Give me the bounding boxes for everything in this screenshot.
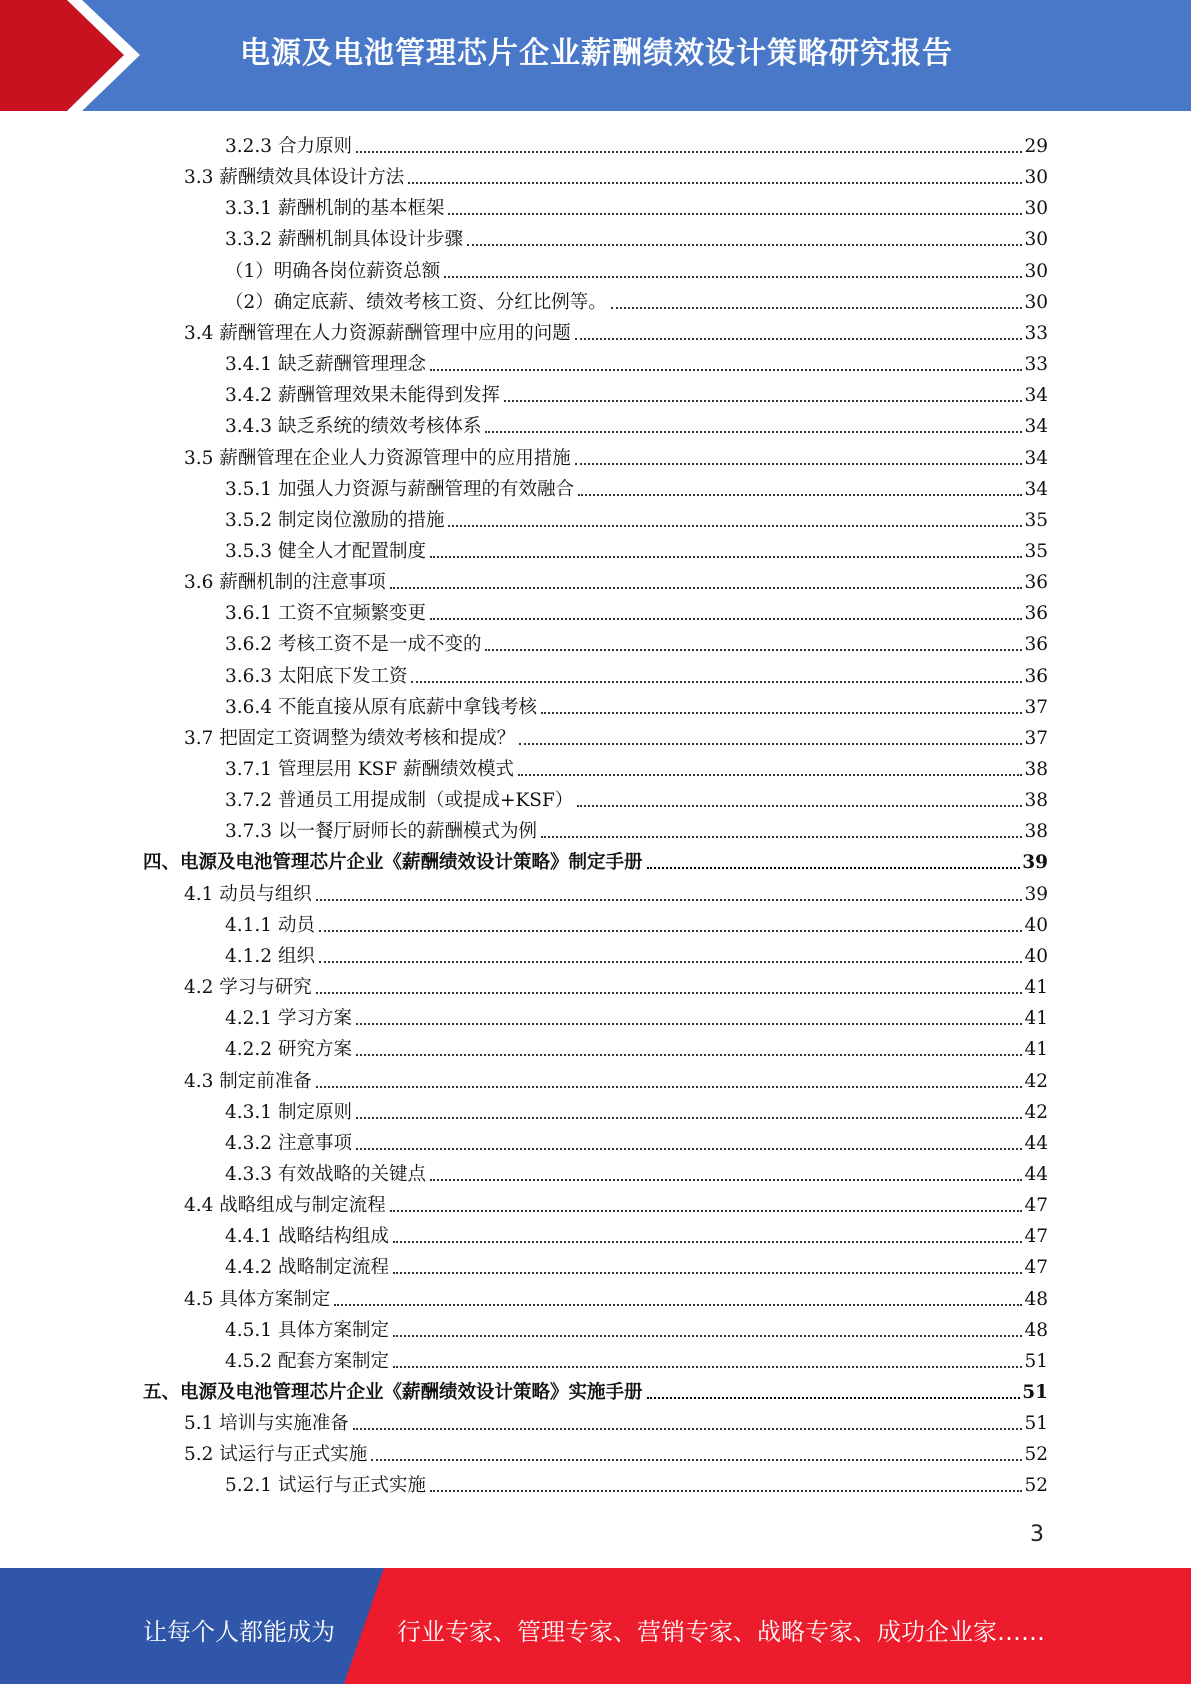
toc-entry[interactable]: [225, 1155, 1048, 1186]
toc-dot-leader: [485, 649, 1022, 651]
toc-entry-page: 36: [1024, 572, 1048, 594]
page-header: [0, 0, 1191, 111]
toc-entry-page: 47: [1024, 1257, 1048, 1279]
toc-dot-leader: [356, 1023, 1023, 1025]
report-title: 电源及电池管理芯片企业薪酬绩效设计策略研究报告: [240, 36, 953, 71]
toc-entry[interactable]: [184, 1435, 1048, 1466]
toc-entry-label: 4.2.1 学习方案: [225, 1008, 352, 1030]
toc-entry[interactable]: [225, 127, 1048, 158]
toc-dot-leader: [444, 276, 1022, 278]
toc-entry-page: 40: [1024, 914, 1048, 936]
toc-dot-leader: [577, 805, 1022, 807]
toc-entry-label: 4.2 学习与研究: [184, 977, 312, 999]
toc-dot-leader: [356, 1054, 1023, 1056]
toc-entry-page: 36: [1024, 634, 1048, 656]
toc-entry[interactable]: [225, 750, 1048, 781]
toc-entry-page: 33: [1024, 322, 1048, 344]
toc-dot-leader: [448, 525, 1022, 527]
toc-entry-page: 36: [1024, 665, 1048, 687]
toc-entry-page: 48: [1024, 1319, 1048, 1341]
toc-entry-page: 41: [1024, 1039, 1048, 1061]
toc-dot-leader: [575, 338, 1023, 340]
toc-entry[interactable]: [225, 625, 1048, 656]
toc-entry[interactable]: [184, 563, 1048, 594]
toc-entry-page: 47: [1024, 1226, 1048, 1248]
toc-entry[interactable]: [225, 345, 1048, 376]
toc-entry-page: 39: [1022, 852, 1048, 874]
toc-entry-page: 36: [1024, 603, 1048, 625]
toc-entry[interactable]: [225, 999, 1048, 1030]
toc-entry-page: 38: [1024, 790, 1048, 812]
header-arrow-decoration: [0, 0, 160, 111]
toc-entry[interactable]: [143, 1373, 1048, 1404]
toc-entry-label: 3.7.1 管理层用 KSF 薪酬绩效模式: [225, 759, 515, 780]
toc-entry-page: 52: [1024, 1444, 1048, 1466]
footer-slogan-right: 行业专家、管理专家、营销专家、战略专家、成功企业家……: [397, 1618, 1045, 1646]
toc-entry-page: 42: [1024, 1070, 1048, 1092]
toc-entry-label: 四、电源及电池管理芯片企业《薪酬绩效设计策略》制定手册: [143, 852, 643, 874]
toc-dot-leader: [334, 1304, 1022, 1306]
toc-dot-leader: [316, 992, 1023, 994]
toc-entry-label: 3.6.4 不能直接从原有底薪中拿钱考核: [225, 696, 537, 718]
toc-entry-label: （2）确定底薪、绩效考核工资、分红比例等。: [225, 291, 607, 313]
toc-entry-page: 29: [1024, 136, 1048, 157]
toc-entry[interactable]: [184, 1062, 1048, 1093]
toc-dot-leader: [430, 556, 1022, 558]
toc-entry-page: 34: [1024, 416, 1048, 438]
toc-entry-label: 3.7 把固定工资调整为绩效考核和提成？: [184, 727, 516, 749]
toc-entry-page: 51: [1022, 1382, 1048, 1403]
toc-dot-leader: [319, 961, 1023, 963]
toc-dot-leader: [411, 681, 1022, 683]
toc-dot-leader: [356, 151, 1023, 153]
toc-entry-label: 3.7.3 以一餐厅厨师长的薪酬模式为例: [225, 821, 537, 843]
toc-dot-leader: [578, 494, 1022, 496]
toc-dot-leader: [319, 930, 1023, 932]
toc-dot-leader: [408, 182, 1022, 184]
toc-entry-label: 4.5 具体方案制定: [184, 1288, 331, 1310]
toc-entry[interactable]: [184, 158, 1048, 189]
toc-entry-page: 33: [1024, 354, 1048, 376]
toc-entry[interactable]: [184, 1404, 1048, 1435]
toc-entry-label: 4.2.2 研究方案: [225, 1039, 352, 1061]
page-number: 3: [1030, 1522, 1044, 1547]
toc-entry-page: 38: [1024, 759, 1048, 780]
toc-entry[interactable]: [184, 1280, 1048, 1311]
toc-entry-label: 3.3 薪酬绩效具体设计方法: [184, 167, 405, 189]
toc-entry[interactable]: [225, 657, 1048, 688]
toc-entry[interactable]: [225, 532, 1048, 563]
toc-dot-leader: [393, 1241, 1022, 1243]
toc-entry[interactable]: [184, 439, 1048, 470]
toc-entry-label: 4.4.2 战略制定流程: [225, 1257, 389, 1279]
toc-entry-label: 3.5 薪酬管理在企业人力资源管理中的应用措施: [184, 447, 571, 469]
toc-dot-leader: [518, 774, 1022, 776]
toc-entry-page: 44: [1024, 1132, 1048, 1154]
toc-dot-leader: [356, 1117, 1023, 1119]
toc-entry[interactable]: [225, 1093, 1048, 1124]
toc-entry-label: 3.2.3 合力原则: [225, 136, 352, 157]
toc-entry-page: 30: [1024, 198, 1048, 220]
toc-entry[interactable]: [225, 283, 1048, 314]
toc-dot-leader: [390, 1210, 1023, 1212]
toc-dot-leader: [316, 899, 1023, 901]
toc-entry-label: 3.6 薪酬机制的注意事项: [184, 572, 386, 594]
toc-entry[interactable]: [225, 688, 1048, 719]
toc-entry-label: 4.3.2 注意事项: [225, 1132, 352, 1154]
toc-dot-leader: [430, 1490, 1022, 1492]
toc-entry-page: 44: [1024, 1163, 1048, 1185]
toc-dot-leader: [353, 1428, 1023, 1430]
toc-entry-label: 3.4.1 缺乏薪酬管理理念: [225, 354, 426, 376]
toc-dot-leader: [541, 712, 1022, 714]
toc-entry[interactable]: [225, 1248, 1048, 1279]
toc-dot-leader: [647, 1397, 1021, 1399]
toc-entry[interactable]: [184, 1186, 1048, 1217]
toc-entry-label: 五、电源及电池管理芯片企业《薪酬绩效设计策略》实施手册: [143, 1382, 643, 1403]
toc-dot-leader: [647, 867, 1021, 869]
toc-entry[interactable]: [225, 501, 1048, 532]
toc-entry-page: 41: [1024, 977, 1048, 999]
toc-entry-page: 51: [1024, 1413, 1048, 1435]
toc-entry[interactable]: [225, 1124, 1048, 1155]
toc-entry-page: 30: [1024, 167, 1048, 189]
toc-entry-page: 34: [1024, 478, 1048, 500]
toc-entry-page: 47: [1024, 1195, 1048, 1217]
toc-entry-label: 3.6.3 太阳底下发工资: [225, 665, 408, 687]
toc-entry-label: 4.3 制定前准备: [184, 1070, 312, 1092]
toc-entry[interactable]: [225, 1030, 1048, 1061]
toc-entry-label: 4.1.2 组织: [225, 945, 315, 967]
toc-entry-label: 4.5.2 配套方案制定: [225, 1350, 389, 1372]
toc-entry[interactable]: [225, 1311, 1048, 1342]
toc-dot-leader: [519, 743, 1022, 745]
toc-entry[interactable]: [225, 470, 1048, 501]
toc-dot-leader: [430, 1179, 1022, 1181]
toc-entry-page: 37: [1024, 696, 1048, 718]
toc-dot-leader: [393, 1366, 1022, 1368]
toc-entry[interactable]: [225, 1466, 1048, 1497]
toc-entry-page: 35: [1024, 540, 1048, 562]
toc-dot-leader: [390, 587, 1023, 589]
toc-entry-label: 4.1 动员与组织: [184, 883, 312, 905]
footer-slogan-left: 让每个人都能成为: [143, 1618, 335, 1646]
toc-dot-leader: [485, 431, 1022, 433]
toc-entry-label: 5.2.1 试运行与正式实施: [225, 1475, 426, 1497]
toc-entry-page: 35: [1024, 509, 1048, 531]
toc-entry-page: 52: [1024, 1475, 1048, 1497]
toc-entry-label: 3.6.2 考核工资不是一成不变的: [225, 634, 482, 656]
toc-entry[interactable]: [225, 1342, 1048, 1373]
toc-entry-label: 4.1.1 动员: [225, 914, 315, 936]
toc-dot-leader: [430, 618, 1022, 620]
toc-entry-label: 3.5.1 加强人力资源与薪酬管理的有效融合: [225, 478, 574, 500]
toc-entry-label: 4.4 战略组成与制定流程: [184, 1195, 386, 1217]
toc-entry-label: 3.4.3 缺乏系统的绩效考核体系: [225, 416, 482, 438]
toc-entry-page: 51: [1024, 1350, 1048, 1372]
toc-entry-page: 40: [1024, 945, 1048, 967]
toc-entry[interactable]: [225, 906, 1048, 937]
toc-entry[interactable]: [225, 252, 1048, 283]
toc-entry-page: 34: [1024, 385, 1048, 407]
toc-entry[interactable]: [225, 937, 1048, 968]
toc-entry[interactable]: [184, 968, 1048, 999]
toc-entry-label: 5.2 试运行与正式实施: [184, 1444, 368, 1466]
toc-entry-label: 4.5.1 具体方案制定: [225, 1319, 389, 1341]
toc-entry-label: 3.4.2 薪酬管理效果未能得到发挥: [225, 385, 500, 407]
toc-entry[interactable]: [225, 189, 1048, 220]
toc-dot-leader: [393, 1272, 1022, 1274]
toc-dot-leader: [611, 307, 1023, 309]
page-footer: [0, 1568, 1191, 1684]
toc-dot-leader: [356, 1148, 1023, 1150]
toc-entry-page: 34: [1024, 447, 1048, 469]
toc-entry-label: 5.1 培训与实施准备: [184, 1413, 349, 1435]
toc-entry[interactable]: [225, 781, 1048, 812]
toc-entry[interactable]: [184, 314, 1048, 345]
toc-dot-leader: [448, 213, 1022, 215]
toc-entry-page: 30: [1024, 229, 1048, 251]
toc-entry-label: 3.5.2 制定岗位激励的措施: [225, 509, 445, 531]
toc-entry[interactable]: [225, 1217, 1048, 1248]
toc-entry[interactable]: [143, 843, 1048, 874]
toc-entry-label: 3.5.3 健全人才配置制度: [225, 540, 426, 562]
toc-entry-label: 4.3.3 有效战略的关键点: [225, 1163, 426, 1185]
toc-entry[interactable]: [225, 220, 1048, 251]
toc-dot-leader: [467, 244, 1022, 246]
toc-entry-label: 3.4 薪酬管理在人力资源薪酬管理中应用的问题: [184, 322, 571, 344]
toc-dot-leader: [316, 1086, 1023, 1088]
toc-dot-leader: [575, 463, 1023, 465]
toc-entry[interactable]: [225, 594, 1048, 625]
toc-entry-label: 3.7.2 普通员工用提成制（或提成+KSF）: [225, 790, 574, 812]
toc-entry-page: 37: [1024, 727, 1048, 749]
toc-entry-page: 30: [1024, 291, 1048, 313]
toc-dot-leader: [430, 369, 1022, 371]
toc-entry-page: 48: [1024, 1288, 1048, 1310]
toc-entry-page: 41: [1024, 1008, 1048, 1030]
toc-dot-leader: [393, 1335, 1022, 1337]
toc-entry-label: 4.4.1 战略结构组成: [225, 1226, 389, 1248]
toc-entry-label: 4.3.1 制定原则: [225, 1101, 352, 1123]
toc-entry-label: 3.3.1 薪酬机制的基本框架: [225, 198, 445, 220]
toc-dot-leader: [371, 1459, 1022, 1461]
toc-entry[interactable]: [184, 719, 1048, 750]
toc-entry[interactable]: [225, 376, 1048, 407]
toc-dot-leader: [541, 836, 1022, 838]
toc-entry[interactable]: [225, 407, 1048, 438]
toc-entry-page: 39: [1024, 883, 1048, 905]
toc-entry-label: （1）明确各岗位薪资总额: [225, 260, 441, 282]
toc-dot-leader: [504, 400, 1022, 402]
toc-entry-page: 30: [1024, 260, 1048, 282]
toc-entry-page: 42: [1024, 1101, 1048, 1123]
toc-entry-page: 38: [1024, 821, 1048, 843]
toc-entry-label: 3.6.1 工资不宜频繁变更: [225, 603, 426, 625]
toc-entry-label: 3.3.2 薪酬机制具体设计步骤: [225, 229, 463, 251]
toc-entry[interactable]: [184, 875, 1048, 906]
toc-entry[interactable]: [225, 812, 1048, 843]
